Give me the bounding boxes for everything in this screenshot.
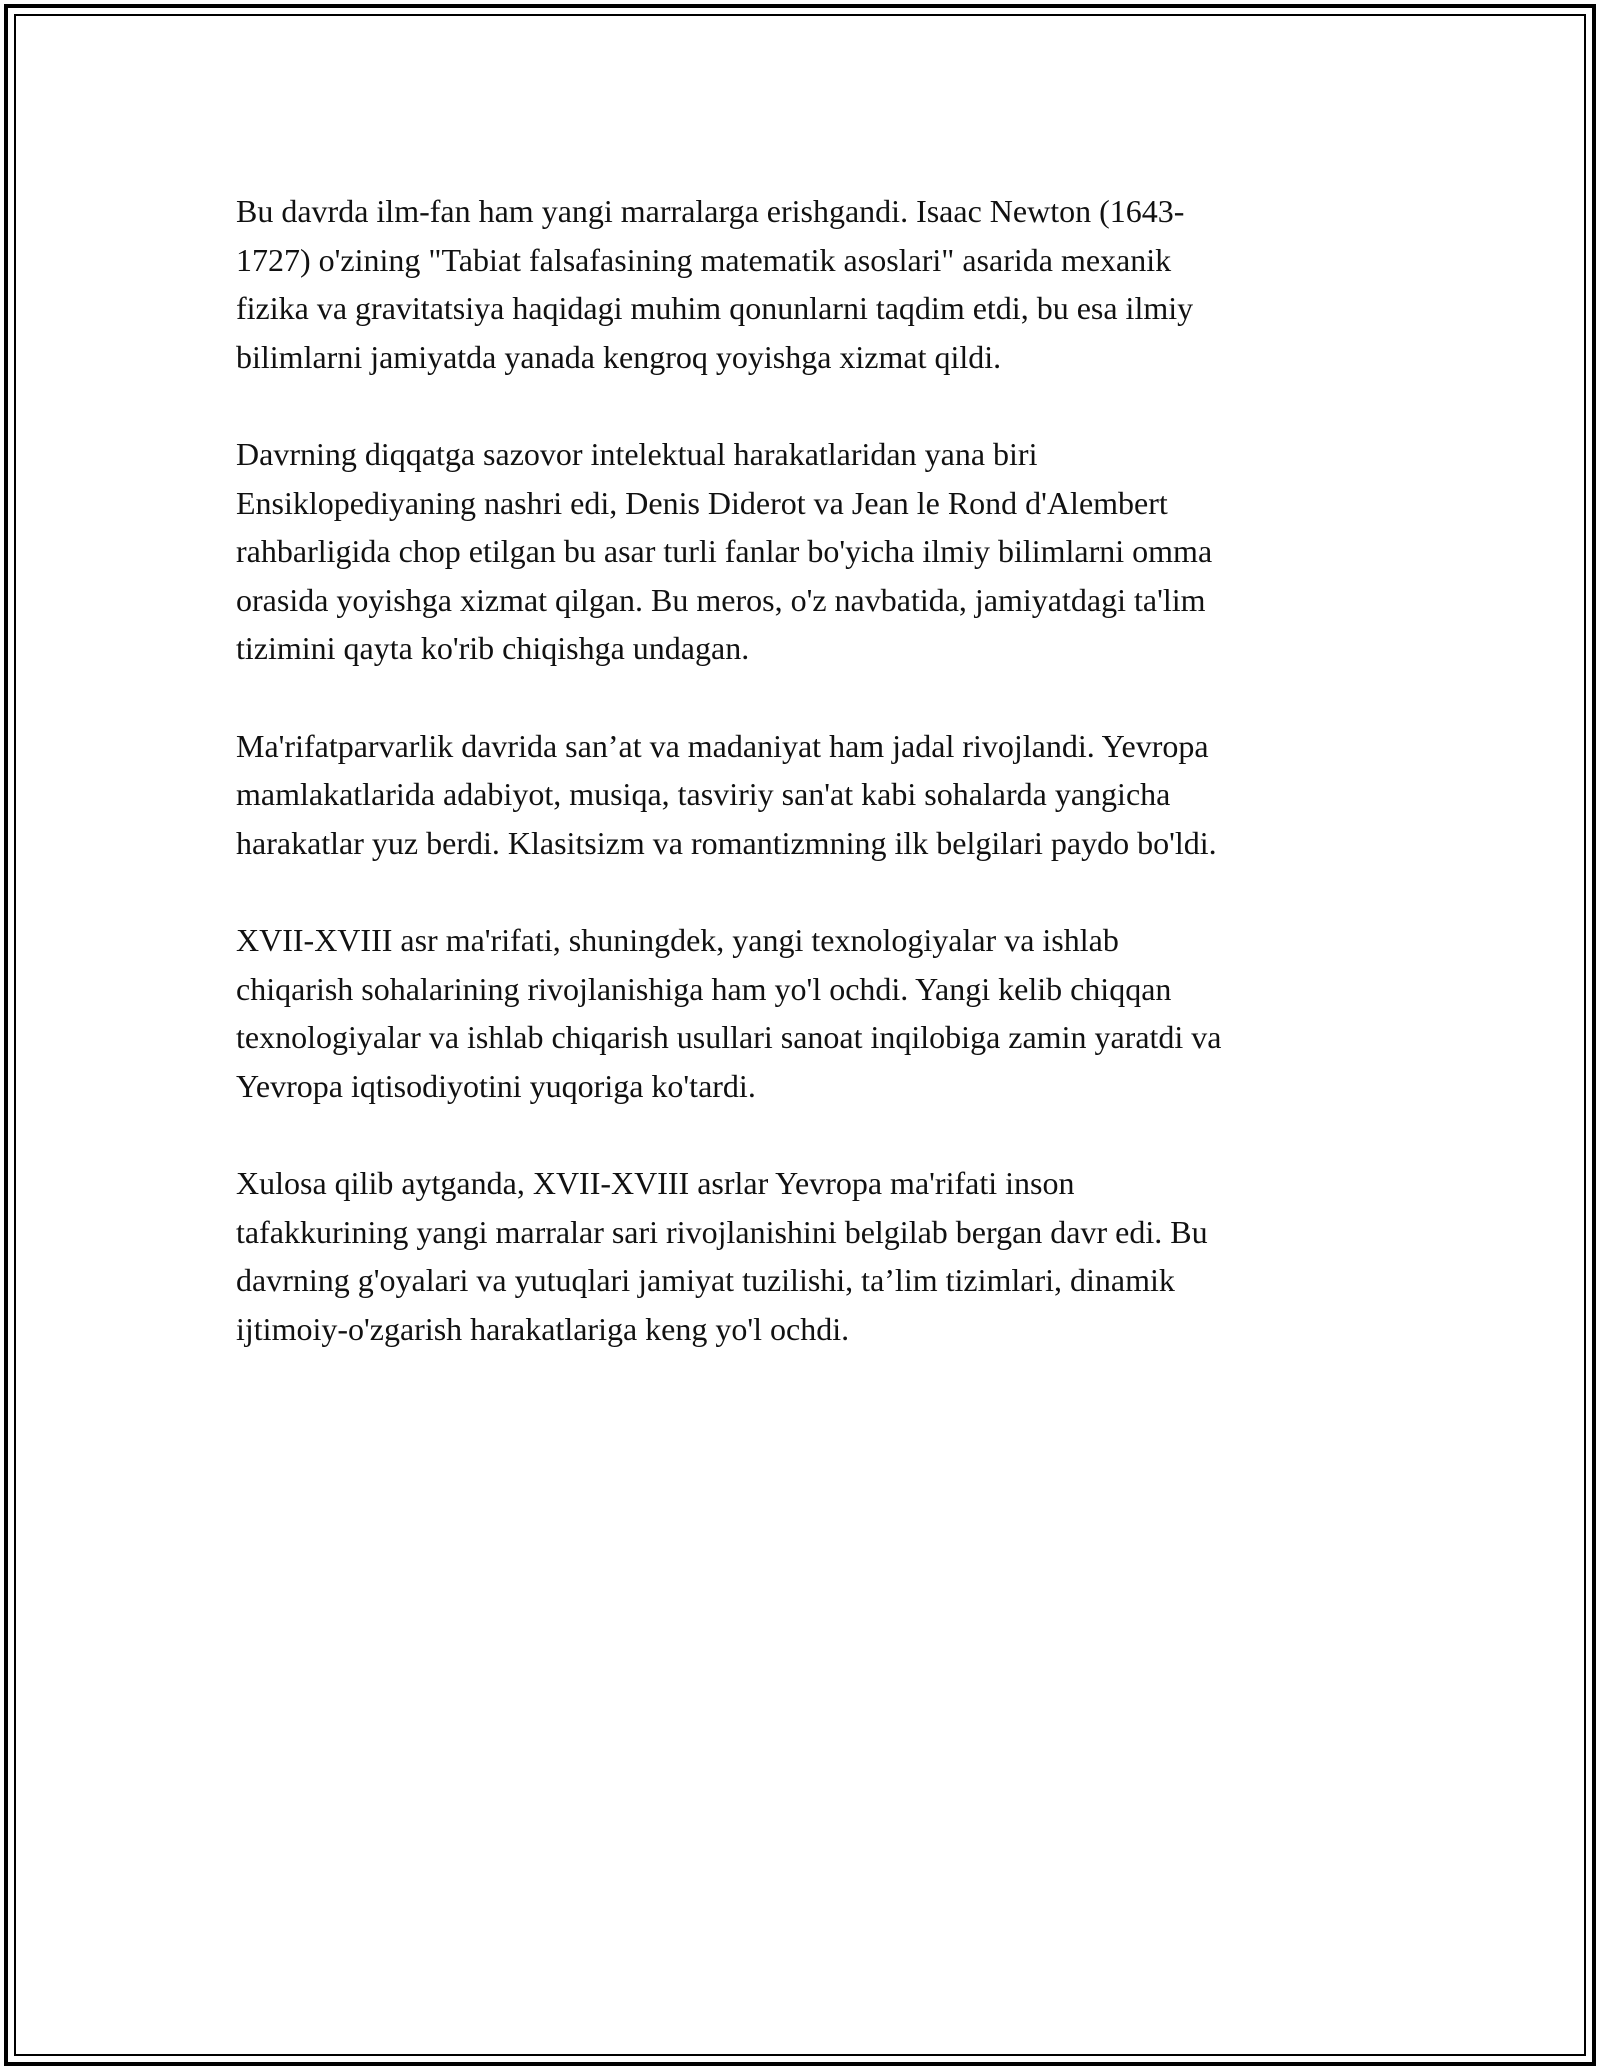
- text-line: Xulosa qilib aytganda, XVII-XVIII asrlar Yevropa ma'rifati inson: [236, 1165, 1075, 1201]
- text-line: davrning g'oyalari va yutuqlari jamiyat tuzilishi, ta’lim tizimlari, dinamik: [236, 1262, 1175, 1298]
- paragraph-conclusion: [236, 1159, 1376, 1353]
- text-line: bilimlarni jamiyatda yanada kengroq yoyishga xizmat qildi.: [236, 338, 1002, 375]
- paragraph-newton: [236, 187, 1376, 381]
- text-line: XVII-XVIII asr ma'rifati, shuningdek, yangi texnologiyalar va ishlab: [236, 922, 1119, 958]
- paragraph-technology: [236, 916, 1376, 1110]
- text-line: texnologiyalar va ishlab chiqarish usullari sanoat inqilobiga zamin yaratdi va: [236, 1019, 1222, 1055]
- text-line: Davrning diqqatga sazovor intelektual harakatlaridan yana biri: [236, 436, 1038, 472]
- text-line: 1727) o'zining "Tabiat falsafasining matematik asoslari" asarida mexanik: [236, 241, 1172, 278]
- text-line: tizimini qayta ko'rib chiqishga undagan.: [236, 630, 750, 666]
- text-line: Ensiklopediyaning nashri edi, Denis Diderot va Jean le Rond d'Alembert: [236, 484, 1168, 521]
- text-line: mamlakatlarida adabiyot, musiqa, tasviriy san'at kabi sohalarda yangicha: [236, 776, 1171, 812]
- text-line: ijtimoiy-o'zgarish harakatlariga keng yo'l ochdi.: [236, 1310, 850, 1347]
- text-line: tafakkurining yangi marralar sari rivojlanishini belgilab bergan davr edi. Bu: [236, 1213, 1208, 1250]
- text-line: Yevropa iqtisodiyotini yuqoriga ko'tardi.: [236, 1067, 756, 1104]
- text-line: chiqarish sohalarining rivojlanishiga ham yo'l ochdi. Yangi kelib chiqqan: [236, 970, 1172, 1007]
- text-line: orasida yoyishga xizmat qilgan. Bu meros, o'z navbatida, jamiyatdagi ta'lim: [236, 581, 1206, 618]
- text-line: Bu davrda ilm-fan ham yangi marralarga erishgandi. Isaac Newton (1643-: [236, 193, 1185, 229]
- document-body: [236, 187, 1376, 1402]
- text-line: fizika va gravitatsiya haqidagi muhim qonunlarni taqdim etdi, bu esa ilmiy: [236, 290, 1194, 326]
- text-line: harakatlar yuz berdi. Klasitsizm va romantizmning ilk belgilari paydo bo'ldi.: [236, 824, 1217, 861]
- paragraph-encyclopedia: [236, 430, 1376, 673]
- text-line: rahbarligida chop etilgan bu asar turli fanlar bo'yicha ilmiy bilimlarni omma: [236, 533, 1213, 569]
- paragraph-art-culture: [236, 722, 1376, 868]
- text-line: Ma'rifatparvarlik davrida san’at va madaniyat ham jadal rivojlandi. Yevropa: [236, 727, 1209, 764]
